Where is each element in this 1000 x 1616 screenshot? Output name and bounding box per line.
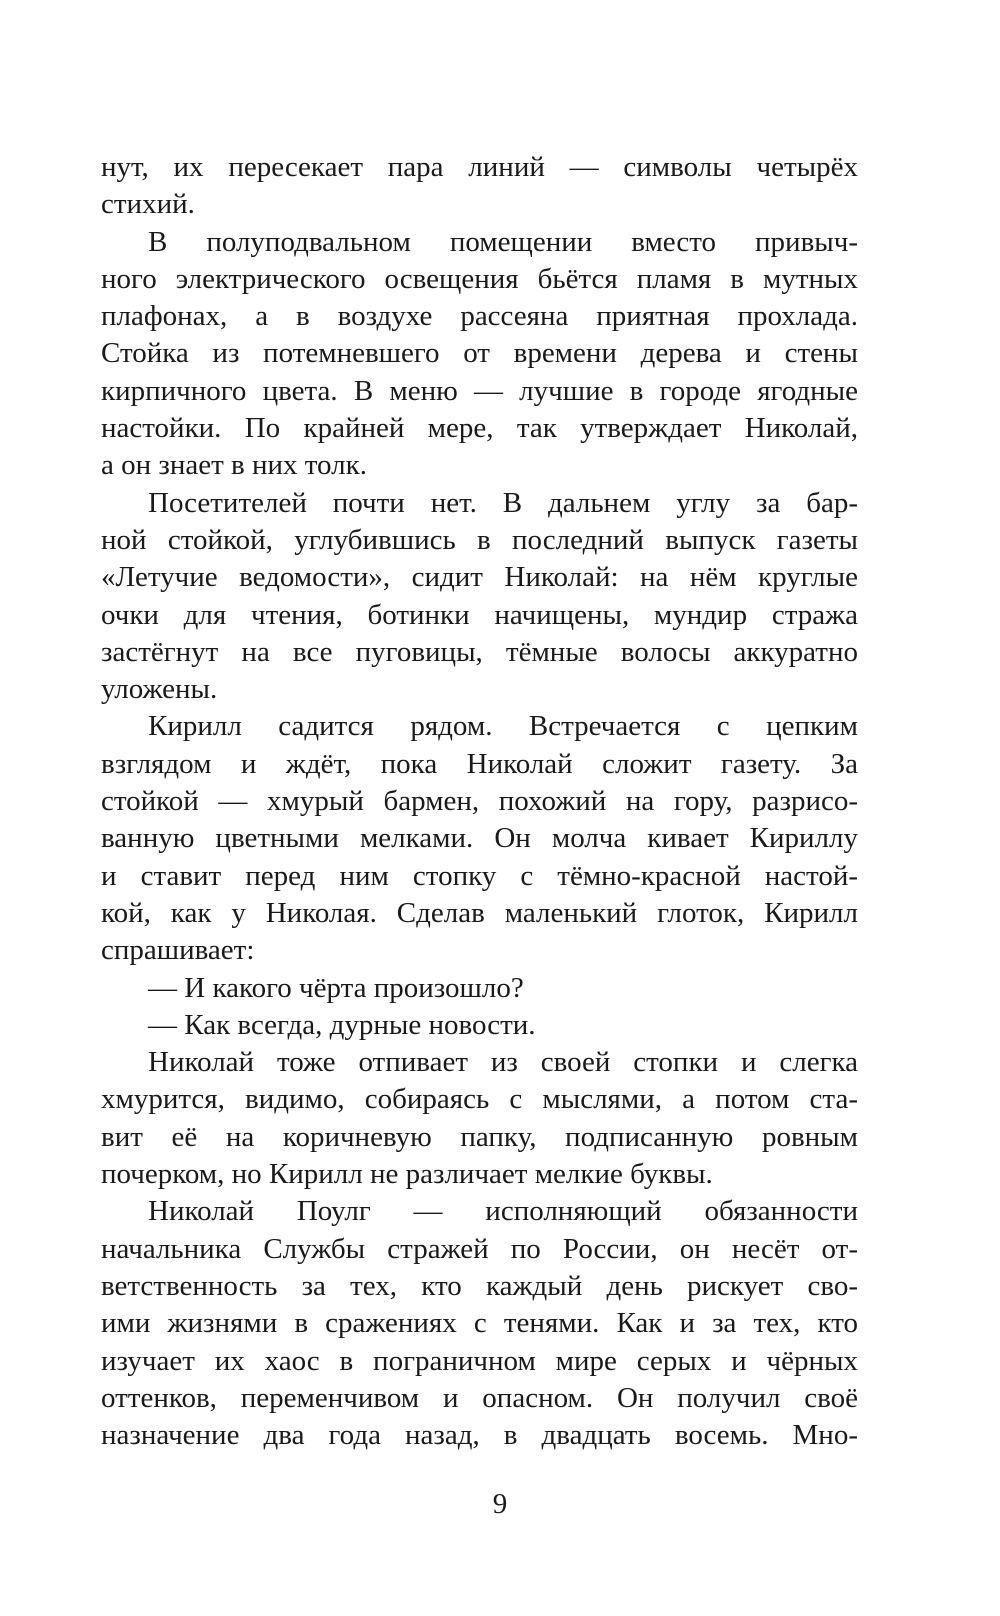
text-line: почерком, но Кирилл не различает мелкие буквы. <box>101 1158 713 1191</box>
text-line: ими жизнями в сражениях с тенями. Как и за тех, кто <box>101 1307 858 1340</box>
text-line: стихий. <box>101 188 195 221</box>
text-line: а он знает в них толк. <box>101 449 367 482</box>
text-line: Посетителей почти нет. В дальнем углу за бар- <box>148 486 858 519</box>
text-line: кой, как у Николая. Сделав маленький глоток, Кирилл <box>101 896 858 929</box>
text-line: уложены. <box>101 673 218 706</box>
text-line: кирпичного цвета. В меню — лучшие в городе ягодные <box>101 374 858 407</box>
text-line: — Как всегда, дурные новости. <box>148 1008 536 1041</box>
text-line: застёгнут на все пуговицы, тёмные волосы аккуратно <box>101 635 858 668</box>
text-line: ной стойкой, углубившись в последний выпуск газеты <box>101 523 858 556</box>
text-line: настойки. По крайней мере, так утверждает Николай, <box>101 412 858 445</box>
text-line: — И какого чёрта произошло? <box>148 971 524 1004</box>
text-line: Николай Поулг — исполняющий обязанности <box>148 1195 858 1228</box>
text-line: оттенков, переменчивом и опасном. Он получил своё <box>101 1381 858 1414</box>
text-line: начальника Службы стражей по России, он несёт от- <box>101 1232 858 1265</box>
text-line: Стойка из потемневшего от времени дерева и стены <box>101 337 858 370</box>
text-line: стойкой — хмурый бармен, похожий на гору, разрисо- <box>101 785 858 818</box>
text-line: Николай тоже отпивает из своей стопки и слегка <box>148 1046 858 1079</box>
text-line: В полуподвальном помещении вместо привыч- <box>148 225 858 258</box>
text-line: ного электрического освещения бьётся пламя в мутных <box>101 262 858 295</box>
text-line: взглядом и ждёт, пока Николай сложит газету. За <box>101 747 858 780</box>
text-line: вит её на коричневую папку, подписанную ровным <box>101 1120 858 1153</box>
text-line: изучает их хаос в пограничном мире серых и чёрных <box>101 1344 858 1377</box>
text-line: Кирилл садится рядом. Встречается с цепким <box>148 710 858 743</box>
text-line: хмурится, видимо, собираясь с мыслями, а потом ста- <box>101 1083 858 1116</box>
text-line: «Летучие ведомости», сидит Николай: на нём круглые <box>101 561 858 594</box>
text-line: ванную цветными мелками. Он молча кивает Кириллу <box>101 822 858 855</box>
body-text <box>101 149 858 1454</box>
text-line: очки для чтения, ботинки начищены, мундир стража <box>101 598 858 631</box>
text-line: и ставит перед ним стопку с тёмно-красной настой- <box>101 859 858 892</box>
page-number: 9 <box>492 1488 508 1520</box>
text-line: нут, их пересекает пара линий — символы четырёх <box>101 151 858 183</box>
text-line: плафонах, а в воздухе рассеяна приятная прохлада. <box>101 300 858 333</box>
text-line: ветственность за тех, кто каждый день рискует сво- <box>101 1269 858 1302</box>
text-line: спрашивает: <box>101 934 255 967</box>
text-line: назначение два года назад, в двадцать восемь. Мно- <box>101 1419 858 1452</box>
